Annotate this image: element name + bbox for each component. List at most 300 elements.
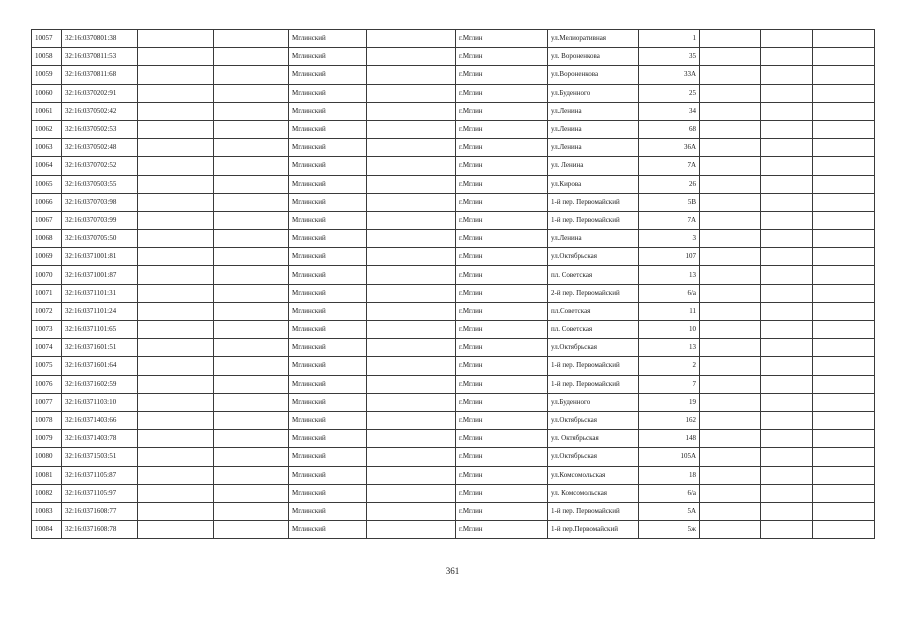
house-number: 107 [639,248,700,266]
empty-cell [367,193,456,211]
table-row [32,393,875,411]
empty-cell [813,211,875,229]
table-row [32,411,875,429]
cadastral-number: 32:16:0370502:53 [62,120,138,138]
empty-cell [138,430,214,448]
street-cell: 1-й пер. Первомайский [548,502,639,520]
house-number: 7А [639,157,700,175]
empty-cell [138,102,214,120]
district-cell: Мглинский [289,375,367,393]
row-number: 10057 [32,30,62,48]
empty-cell [214,48,289,66]
empty-cell [813,66,875,84]
empty-cell [214,266,289,284]
empty-cell [367,430,456,448]
street-cell: 1-й пер. Первомайский [548,193,639,211]
empty-cell [214,66,289,84]
city-cell: г.Мглин [456,193,548,211]
cadastral-number: 32:16:0371601:64 [62,357,138,375]
row-number: 10075 [32,357,62,375]
street-cell: ул.Буденного [548,393,639,411]
empty-cell [761,248,813,266]
house-number: 36А [639,139,700,157]
row-number: 10077 [32,393,62,411]
empty-cell [367,484,456,502]
empty-cell [214,375,289,393]
empty-cell [214,411,289,429]
empty-cell [367,375,456,393]
empty-cell [813,102,875,120]
empty-cell [761,393,813,411]
empty-cell [138,321,214,339]
empty-cell [367,66,456,84]
empty-cell [813,157,875,175]
table-row [32,102,875,120]
street-cell: 1-й пер.Первомайский [548,521,639,539]
empty-cell [761,193,813,211]
city-cell: г.Мглин [456,393,548,411]
empty-cell [138,284,214,302]
city-cell: г.Мглин [456,430,548,448]
empty-cell [138,375,214,393]
district-cell: Мглинский [289,357,367,375]
empty-cell [214,193,289,211]
empty-cell [367,521,456,539]
empty-cell [214,230,289,248]
street-cell: 1-й пер. Первомайский [548,357,639,375]
house-number: 148 [639,430,700,448]
street-cell: 2-й пер. Первомайский [548,284,639,302]
district-cell: Мглинский [289,84,367,102]
city-cell: г.Мглин [456,466,548,484]
empty-cell [214,430,289,448]
table-row [32,302,875,320]
house-number: 3 [639,230,700,248]
row-number: 10062 [32,120,62,138]
empty-cell [813,302,875,320]
row-number: 10079 [32,430,62,448]
district-cell: Мглинский [289,430,367,448]
empty-cell [813,30,875,48]
empty-cell [367,284,456,302]
city-cell: г.Мглин [456,448,548,466]
district-cell: Мглинский [289,66,367,84]
house-number: 19 [639,393,700,411]
cadastral-number: 32:16:0370703:99 [62,211,138,229]
empty-cell [138,521,214,539]
empty-cell [700,193,761,211]
empty-cell [700,30,761,48]
district-cell: Мглинский [289,157,367,175]
street-cell: ул.Октябрьская [548,339,639,357]
empty-cell [214,302,289,320]
city-cell: г.Мглин [456,266,548,284]
empty-cell [813,139,875,157]
empty-cell [761,466,813,484]
district-cell: Мглинский [289,30,367,48]
cadastral-number: 32:16:0370202:91 [62,84,138,102]
table-row [32,357,875,375]
empty-cell [367,357,456,375]
empty-cell [813,357,875,375]
empty-cell [700,302,761,320]
cadastral-number: 32:16:0370502:42 [62,102,138,120]
district-cell: Мглинский [289,339,367,357]
street-cell: ул. Комсомольская [548,484,639,502]
street-cell: 1-й пер. Первомайский [548,211,639,229]
table-row [32,502,875,520]
empty-cell [367,248,456,266]
empty-cell [214,139,289,157]
table-row [32,321,875,339]
row-number: 10078 [32,411,62,429]
city-cell: г.Мглин [456,211,548,229]
row-number: 10076 [32,375,62,393]
cadastral-number: 32:16:0371001:81 [62,248,138,266]
city-cell: г.Мглин [456,120,548,138]
empty-cell [700,484,761,502]
cadastral-number: 32:16:0370502:48 [62,139,138,157]
city-cell: г.Мглин [456,375,548,393]
table-row [32,230,875,248]
empty-cell [138,230,214,248]
empty-cell [138,466,214,484]
empty-cell [214,339,289,357]
house-number: 13 [639,266,700,284]
cadastral-number: 32:16:0371608:77 [62,502,138,520]
street-cell: пл. Советская [548,321,639,339]
table-row [32,339,875,357]
empty-cell [138,248,214,266]
table-row [32,375,875,393]
empty-cell [214,321,289,339]
empty-cell [813,430,875,448]
house-number: 13 [639,339,700,357]
street-cell: ул.Комсомольская [548,466,639,484]
empty-cell [761,339,813,357]
empty-cell [761,230,813,248]
house-number: 10 [639,321,700,339]
empty-cell [214,211,289,229]
district-cell: Мглинский [289,175,367,193]
empty-cell [367,157,456,175]
empty-cell [214,157,289,175]
district-cell: Мглинский [289,266,367,284]
street-cell: ул.Мелиоративная [548,30,639,48]
city-cell: г.Мглин [456,139,548,157]
cadastral-number: 32:16:0371602:59 [62,375,138,393]
empty-cell [813,248,875,266]
table-row [32,466,875,484]
table-row [32,484,875,502]
city-cell: г.Мглин [456,248,548,266]
city-cell: г.Мглин [456,521,548,539]
cadastral-number: 32:16:0371608:78 [62,521,138,539]
empty-cell [761,484,813,502]
empty-cell [367,175,456,193]
house-number: 25 [639,84,700,102]
district-cell: Мглинский [289,230,367,248]
house-number: 18 [639,466,700,484]
table-row [32,175,875,193]
empty-cell [214,484,289,502]
district-cell: Мглинский [289,48,367,66]
empty-cell [761,375,813,393]
table-row [32,521,875,539]
city-cell: г.Мглин [456,230,548,248]
empty-cell [761,211,813,229]
empty-cell [700,448,761,466]
row-number: 10060 [32,84,62,102]
row-number: 10066 [32,193,62,211]
cadastral-number: 32:16:0370503:55 [62,175,138,193]
house-number: 34 [639,102,700,120]
district-cell: Мглинский [289,302,367,320]
row-number: 10065 [32,175,62,193]
city-cell: г.Мглин [456,175,548,193]
district-cell: Мглинский [289,448,367,466]
district-cell: Мглинский [289,211,367,229]
empty-cell [761,157,813,175]
empty-cell [367,321,456,339]
empty-cell [700,411,761,429]
cadastral-number: 32:16:0370702:52 [62,157,138,175]
table-row [32,139,875,157]
table-row [32,193,875,211]
empty-cell [214,393,289,411]
house-number: 6/а [639,284,700,302]
city-cell: г.Мглин [456,357,548,375]
empty-cell [138,448,214,466]
district-cell: Мглинский [289,102,367,120]
cadastral-number: 32:16:0370703:98 [62,193,138,211]
empty-cell [138,175,214,193]
table-row [32,30,875,48]
house-number: 6/а [639,484,700,502]
empty-cell [138,66,214,84]
empty-cell [813,120,875,138]
empty-cell [367,120,456,138]
empty-cell [813,411,875,429]
table-row [32,266,875,284]
district-cell: Мглинский [289,393,367,411]
empty-cell [214,284,289,302]
district-cell: Мглинский [289,521,367,539]
empty-cell [700,175,761,193]
empty-cell [700,284,761,302]
row-number: 10061 [32,102,62,120]
empty-cell [700,521,761,539]
empty-cell [813,466,875,484]
empty-cell [700,430,761,448]
city-cell: г.Мглин [456,411,548,429]
house-number: 11 [639,302,700,320]
house-number: 5В [639,193,700,211]
cadastral-number: 32:16:0371503:51 [62,448,138,466]
empty-cell [700,139,761,157]
empty-cell [367,102,456,120]
city-cell: г.Мглин [456,30,548,48]
district-cell: Мглинский [289,411,367,429]
empty-cell [813,284,875,302]
city-cell: г.Мглин [456,502,548,520]
city-cell: г.Мглин [456,284,548,302]
cadastral-number: 32:16:0370811:53 [62,48,138,66]
table-row [32,66,875,84]
empty-cell [761,120,813,138]
empty-cell [367,502,456,520]
row-number: 10083 [32,502,62,520]
row-number: 10064 [32,157,62,175]
cadastral-number: 32:16:0370801:38 [62,30,138,48]
empty-cell [700,48,761,66]
empty-cell [214,175,289,193]
district-cell: Мглинский [289,466,367,484]
empty-cell [138,48,214,66]
district-cell: Мглинский [289,321,367,339]
empty-cell [813,393,875,411]
district-cell: Мглинский [289,193,367,211]
house-number: 1 [639,30,700,48]
empty-cell [367,302,456,320]
empty-cell [214,30,289,48]
street-cell: ул. Октябрьская [548,430,639,448]
empty-cell [813,48,875,66]
table-row [32,284,875,302]
table-row [32,430,875,448]
row-number: 10067 [32,211,62,229]
row-number: 10084 [32,521,62,539]
empty-cell [367,84,456,102]
cadastral-number: 32:16:0371101:31 [62,284,138,302]
street-cell: ул. Вороненкова [548,48,639,66]
empty-cell [138,266,214,284]
house-number: 5А [639,502,700,520]
empty-cell [138,411,214,429]
empty-cell [700,393,761,411]
empty-cell [367,448,456,466]
district-cell: Мглинский [289,484,367,502]
empty-cell [700,321,761,339]
house-number: 2 [639,357,700,375]
row-number: 10073 [32,321,62,339]
empty-cell [367,211,456,229]
table-row [32,157,875,175]
house-number: 162 [639,411,700,429]
city-cell: г.Мглин [456,84,548,102]
table-row [32,120,875,138]
street-cell: ул.Вороненкова [548,66,639,84]
empty-cell [138,393,214,411]
empty-cell [813,521,875,539]
empty-cell [214,84,289,102]
empty-cell [700,466,761,484]
city-cell: г.Мглин [456,48,548,66]
empty-cell [700,157,761,175]
street-cell: 1-й пер. Первомайский [548,375,639,393]
street-cell: ул.Октябрьская [548,448,639,466]
empty-cell [761,357,813,375]
empty-cell [813,84,875,102]
city-cell: г.Мглин [456,484,548,502]
street-cell: ул.Ленина [548,230,639,248]
house-number: 26 [639,175,700,193]
street-cell: ул.Кирова [548,175,639,193]
empty-cell [138,211,214,229]
empty-cell [813,266,875,284]
empty-cell [761,321,813,339]
cadastral-number: 32:16:0371403:78 [62,430,138,448]
empty-cell [761,266,813,284]
empty-cell [214,502,289,520]
empty-cell [700,211,761,229]
empty-cell [138,30,214,48]
page-number: 361 [445,566,460,576]
street-cell: ул.Ленина [548,102,639,120]
empty-cell [813,230,875,248]
empty-cell [761,411,813,429]
row-number: 10058 [32,48,62,66]
empty-cell [700,66,761,84]
table-row [32,448,875,466]
empty-cell [367,466,456,484]
empty-cell [214,248,289,266]
cadastral-number: 32:16:0371403:66 [62,411,138,429]
row-number: 10069 [32,248,62,266]
row-number: 10068 [32,230,62,248]
empty-cell [813,321,875,339]
empty-cell [700,102,761,120]
empty-cell [138,302,214,320]
empty-cell [138,193,214,211]
row-number: 10071 [32,284,62,302]
city-cell: г.Мглин [456,302,548,320]
street-cell: ул.Буденного [548,84,639,102]
house-number: 33А [639,66,700,84]
empty-cell [214,357,289,375]
empty-cell [700,502,761,520]
empty-cell [138,139,214,157]
empty-cell [813,375,875,393]
empty-cell [700,84,761,102]
street-cell: пл.Советская [548,302,639,320]
empty-cell [761,302,813,320]
empty-cell [761,502,813,520]
cadastral-number: 32:16:0371105:97 [62,484,138,502]
cadastral-number: 32:16:0371101:65 [62,321,138,339]
empty-cell [367,48,456,66]
empty-cell [367,411,456,429]
cadastral-number: 32:16:0370811:68 [62,66,138,84]
empty-cell [138,339,214,357]
empty-cell [700,248,761,266]
empty-cell [813,175,875,193]
empty-cell [761,284,813,302]
house-number: 68 [639,120,700,138]
empty-cell [138,84,214,102]
empty-cell [700,230,761,248]
empty-cell [813,502,875,520]
empty-cell [214,521,289,539]
district-cell: Мглинский [289,139,367,157]
empty-cell [700,357,761,375]
city-cell: г.Мглин [456,339,548,357]
row-number: 10074 [32,339,62,357]
cadastral-number: 32:16:0371001:87 [62,266,138,284]
empty-cell [700,266,761,284]
empty-cell [214,102,289,120]
district-cell: Мглинский [289,502,367,520]
